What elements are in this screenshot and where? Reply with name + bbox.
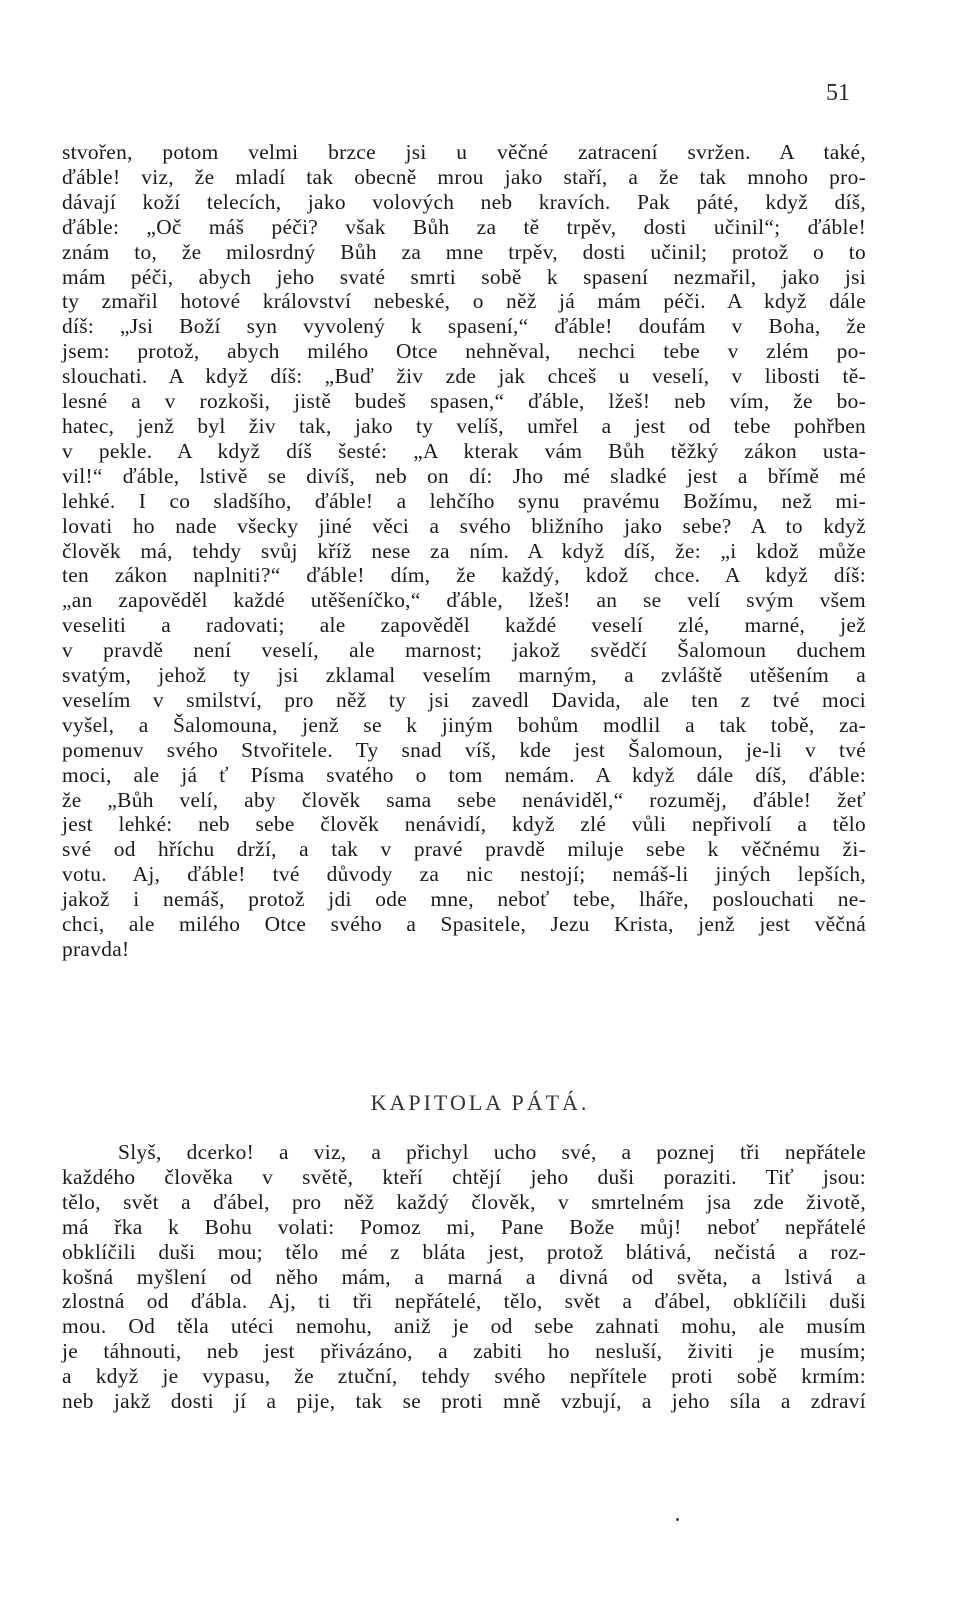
text-line: slouchati. A když díš: „Buď živ zde jak chceš u veselí, v libosti tě-: [62, 364, 866, 389]
text-line: každého člověka v světě, kteří chtějí jeho duši poraziti. Tiť jsou:: [62, 1164, 866, 1189]
chapter-heading: KAPITOLA PÁTÁ.: [370, 1090, 590, 1115]
text-line: mou. Od těla utéci nemohu, aniž je od sebe zahnati mohu, ale musím: [62, 1314, 866, 1339]
text-line: „an zapověděl každé utěšeníčko,“ ďáble, lžeš! an se velí svým všem: [62, 588, 866, 613]
print-speck: [676, 1518, 679, 1521]
page-number: 51: [826, 80, 850, 106]
text-line: ty zmařil hotové království nebeské, o něž já mám péči. A když dále: [62, 289, 866, 314]
text-line: obklíčili duši mou; tělo mé z bláta jest, protož blátivá, nečistá a roz-: [62, 1239, 866, 1264]
text-line: veseliti a radovati; ale zapověděl každé veselí zlé, marné, jež: [62, 613, 866, 638]
text-line: hatec, jenž byl živ tak, jako ty velíš, umřel a jest od tebe pohřben: [62, 413, 866, 438]
text-line: jest lehké: neb sebe člověk nenávidí, když zlé vůli nepřivolí a tělo: [62, 812, 866, 837]
text-line: ďáble: „Oč máš péči? však Bůh za tě trpěv, dosti učinil“; ďáble!: [62, 214, 866, 239]
text-line: veselím v smilství, pro něž ty jsi zavedl Davida, ale ten z tvé moci: [62, 687, 866, 712]
text-line: jakož i nemáš, protož jdi ode mne, neboť tebe, lháře, poslouchati ne-: [62, 887, 866, 912]
text-line: dávají koží telecích, jako volových neb kravích. Pak páté, když díš,: [62, 189, 866, 214]
text-line: pravda!: [62, 937, 130, 961]
text-line: znám to, že milosrdný Bůh za mne trpěv, dosti učinil; protož o to: [62, 239, 866, 264]
text-line: ten zákon naplniti?“ ďáble! dím, že každý, kdož chce. A když díš:: [62, 563, 866, 588]
text-line: svatým, jehož ty jsi zklamal veselím marným, a zvláště utěšením a: [62, 663, 866, 688]
text-line: své od hříchu drží, a tak v pravé pravdě miluje sebe k věčnému ži-: [62, 837, 866, 862]
text-line: Slyš, dcerko! a viz, a přichyl ucho své, a poznej tři nepřátele: [118, 1140, 866, 1164]
text-line: zlostná od ďábla. Aj, ti tři nepřátelé, tělo, svět a ďábel, obklíčili duši: [62, 1289, 866, 1314]
text-line: jsem: protož, abych milého Otce nehněval, nechci tebe v zlém po-: [62, 339, 866, 364]
text-line: vil!“ ďáble, lstivě se divíš, neb on dí: Jho mé sladké jest a břímě mé: [62, 463, 866, 488]
text-line: je táhnouti, neb jest přivázáno, a zabiti ho nesluší, živiti je musím;: [62, 1339, 866, 1364]
text-line: lesné a v rozkoši, jistě budeš spasen,“ ďáble, lžeš! neb vím, že bo-: [62, 389, 866, 414]
text-line: mám péči, abych jeho svaté smrti sobě k spasení nezmařil, jako jsi: [62, 264, 866, 289]
text-line: díš: „Jsi Boží syn vyvolený k spasení,“ ďáble! doufám v Boha, že: [62, 314, 866, 339]
text-line: košná myšlení od něho mám, a marná a divná od světa, a lstivá a: [62, 1264, 866, 1289]
text-line: má řka k Bohu volati: Pomoz mi, Pane Bože můj! neboť nepřátelé: [62, 1214, 866, 1239]
paragraph-1: [62, 140, 866, 962]
text-line: lehké. I co sladšího, ďáble! a lehčího synu pravému Božímu, než mi-: [62, 488, 866, 513]
text-line: moci, ale já ť Písma svatého o tom nemám. A když dále díš, ďáble:: [62, 762, 866, 787]
text-line: chci, ale milého Otce svého a Spasitele, Jezu Krista, jenž jest věčná: [62, 912, 866, 937]
text-line: a když je vypasu, že ztuční, tehdy svého nepřítele proti sobě krmím:: [62, 1364, 866, 1389]
text-line: že „Bůh velí, aby člověk sama sebe nenáviděl,“ rozuměj, ďáble! žeť: [62, 787, 866, 812]
text-line: pomenuv svého Stvořitele. Ty snad víš, kde jest Šalomoun, je-li v tvé: [62, 737, 866, 762]
paragraph-2: [62, 1140, 866, 1414]
text-line: neb jakž dosti jí a pije, tak se proti mně vzbují, a jeho síla a zdraví: [62, 1389, 866, 1414]
text-line: v pravdě není veselí, ale marnost; jakož svědčí Šalomoun duchem: [62, 638, 866, 663]
text-line: tělo, svět a ďábel, pro něž každý člověk, v smrtelném jsa zde životě,: [62, 1189, 866, 1214]
text-line: votu. Aj, ďáble! tvé důvody za nic nestojí; nemáš-li jiných lepších,: [62, 862, 866, 887]
text-line: v pekle. A když díš šesté: „A kterak vám Bůh těžký zákon usta-: [62, 438, 866, 463]
text-line: ďáble! viz, že mladí tak obecně mrou jako staří, a že tak mnoho pro-: [62, 164, 866, 189]
text-line: stvořen, potom velmi brzce jsi u věčné zatracení svržen. A také,: [62, 140, 866, 164]
text-line: lovati ho nade všecky jiné věci a svého bližního jako sebe? A to když: [62, 513, 866, 538]
text-line: člověk má, tehdy svůj kříž nese za ním. A když díš, že: „i kdož může: [62, 538, 866, 563]
text-line: vyšel, a Šalomouna, jenž se k jiným bohům modlil a tak tobě, za-: [62, 712, 866, 737]
